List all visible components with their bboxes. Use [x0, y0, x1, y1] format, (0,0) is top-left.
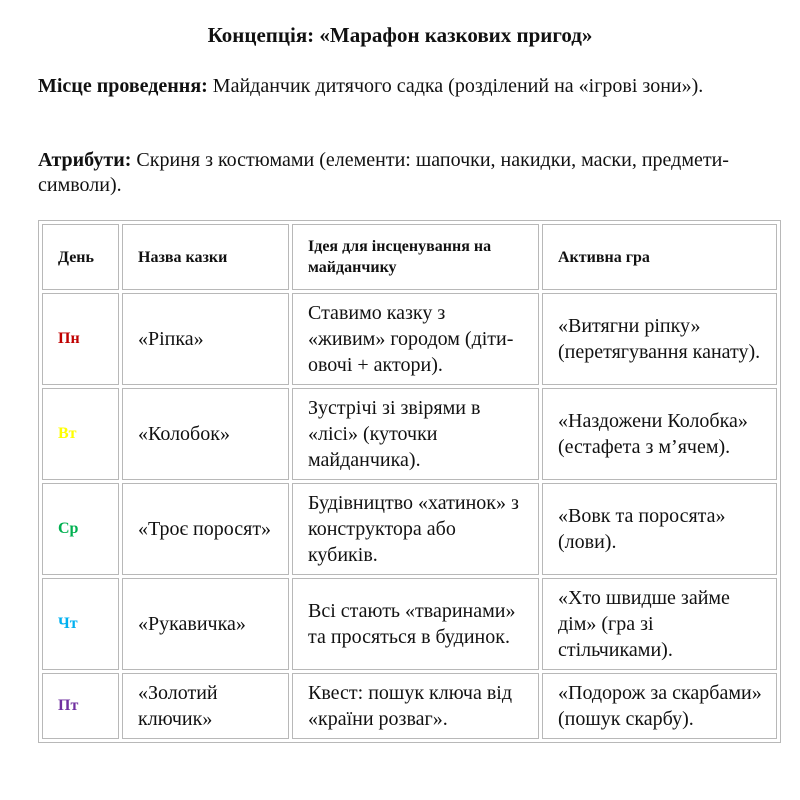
idea-cell: Ставимо казку з «живим» городом (діти-овочі + актори). [292, 293, 539, 385]
game-cell: «Витягни ріпку» (перетягування канату). [542, 293, 777, 385]
schedule-table [38, 220, 781, 743]
game-cell: «Подорож за скарбами» (пошук скарбу). [542, 673, 777, 739]
header-day: День [42, 224, 119, 290]
day-cell: Вт [42, 388, 119, 480]
tale-cell: «Колобок» [122, 388, 289, 480]
tale-cell: «Рукавичка» [122, 578, 289, 670]
page-title: Концепція: «Марафон казкових пригод» [207, 23, 593, 47]
tale-cell: «Ріпка» [122, 293, 289, 385]
table-row [42, 388, 777, 480]
tale-cell: «Золотий ключик» [122, 673, 289, 739]
tale-cell: «Троє поросят» [122, 483, 289, 575]
game-cell: «Хто швидше займе дім» (гра зі стільчиками). [542, 578, 777, 670]
idea-cell: Будівництво «хатинок» з конструктора або кубиків. [292, 483, 539, 575]
day-cell: Пн [42, 293, 119, 385]
idea-cell: Зустрічі зі звірями в «лісі» (куточки майданчика). [292, 388, 539, 480]
table-row [42, 483, 777, 575]
game-cell: «Вовк та поросята» (лови). [542, 483, 777, 575]
table-row [42, 293, 777, 385]
game-cell: «Наздожени Колобка» (естафета з м’ячем). [542, 388, 777, 480]
venue-paragraph [38, 74, 768, 99]
table-row [42, 673, 777, 739]
day-cell: Ср [42, 483, 119, 575]
venue-text: Майданчик дитячого садка (розділений на «ігрові зони»). [212, 75, 704, 97]
day-cell: Пт [42, 673, 119, 739]
venue-label: Місце проведення: [38, 75, 208, 97]
header-idea: Ідея для інсценування на майданчику [292, 224, 539, 290]
table-header-row [42, 224, 777, 290]
idea-cell: Квест: пошук ключа від «країни розваг». [292, 673, 539, 739]
props-label: Атрибути: [38, 149, 132, 171]
header-tale: Назва казки [122, 224, 289, 290]
props-text: Скриня з костюмами (елементи: шапочки, накидки, маски, предмети-символи). [38, 149, 729, 196]
day-cell: Чт [42, 578, 119, 670]
table-row [42, 578, 777, 670]
idea-cell: Всі стають «тваринами» та просяться в будинок. [292, 578, 539, 670]
header-game: Активна гра [542, 224, 777, 290]
props-paragraph [38, 148, 768, 198]
